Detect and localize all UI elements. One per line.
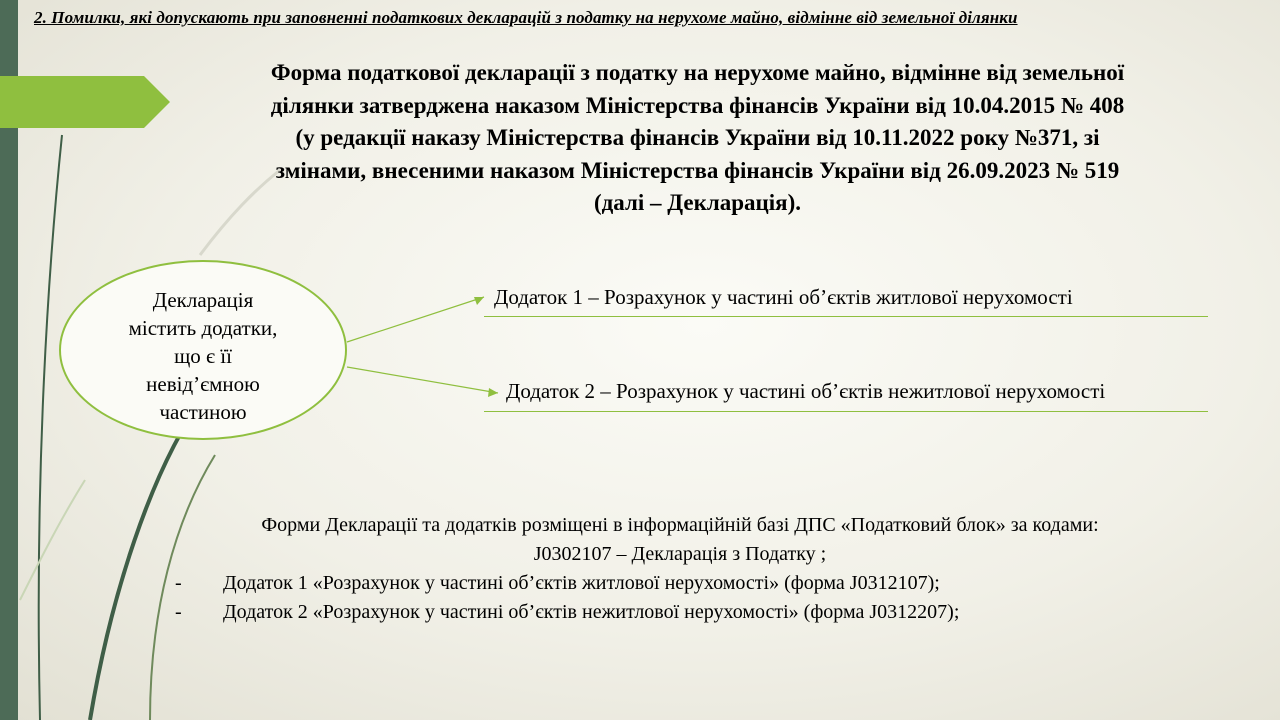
appendix-1-underline [484, 316, 1208, 317]
form-title-line: ділянки затверджена наказом Міністерства фінансів України від 10.04.2015 № 408 [270, 92, 1125, 118]
list-dash: - [175, 572, 182, 594]
ellipse-line: невід’ємною [146, 372, 260, 396]
form-title-line: змінами, внесеними наказом Міністерства фінансів України від 26.09.2023 № 519 [275, 157, 1120, 183]
appendix-2-underline [484, 411, 1208, 412]
form-title-line: (у редакції наказу Міністерства фінансів України від 10.11.2022 року №371, зі [295, 125, 1100, 150]
ellipse-line: що є її [174, 344, 232, 368]
appendix-2-label: Додаток 2 – Розрахунок у частині об’єктів нежитлової нерухомості [506, 379, 1106, 403]
form-title [175, 57, 1220, 220]
list-item-text: Додаток 2 «Розрахунок у частині об’єктів нежитлової нерухомості» (форма J0312207); [223, 601, 960, 623]
ellipse-line: частиною [159, 400, 247, 424]
ellipse-line: містить додатки, [128, 316, 278, 340]
form-title-line: Форма податкової декларації з податку на нерухоме майно, відмінне від земельної [270, 60, 1125, 85]
section-arrow-tab [0, 76, 170, 128]
form-title-line: (далі – Декларація). [593, 190, 802, 215]
list-item-text: Додаток 1 «Розрахунок у частині об’єктів житлової нерухомості» (форма J0312107); [223, 572, 940, 594]
slide-header: 2. Помилки, які допускають при заповненні податкових декларацій з податку на нерухоме майно, відмінне від земельної ділянки [34, 8, 1018, 27]
list-item [175, 598, 1185, 627]
forms-intro-line: Форми Декларації та додатків розміщені в інформаційній базі ДПС «Податковий блок» за кодами: [261, 514, 1099, 536]
list-item [175, 569, 1185, 598]
declaration-ellipse-text [59, 286, 347, 426]
list-dash: - [175, 601, 182, 623]
declaration-code-line: J0302107 – Декларація з Податку ; [533, 543, 827, 565]
ellipse-line: Декларація [152, 288, 254, 312]
appendix-1-label: Додаток 1 – Розрахунок у частині об’єктів житлової нерухомості [494, 285, 1073, 309]
forms-info-block [175, 511, 1185, 627]
